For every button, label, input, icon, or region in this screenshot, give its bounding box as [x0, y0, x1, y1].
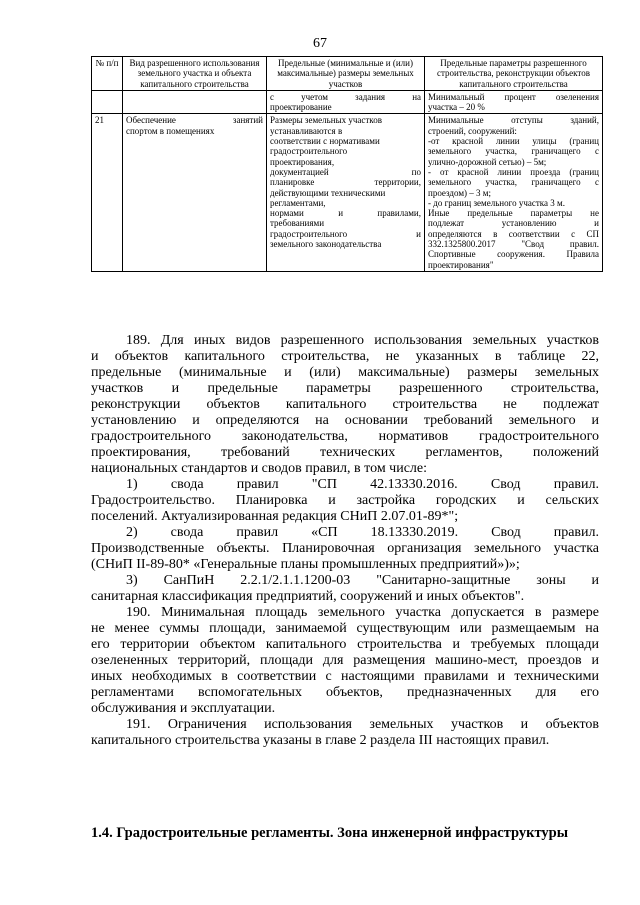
cell-line: градостроительного и: [270, 228, 421, 239]
header-use-kind: Вид разрешенного использования земельного участка и объекта капитального строительства: [123, 57, 267, 91]
text-line: его территории объектом капитального строительства и требуемых площади: [91, 637, 599, 652]
cell-line: подлежат установлению и: [428, 218, 599, 229]
cell-line: Размеры земельных участков: [270, 115, 382, 126]
header-build-params: Предельные параметры разрешенного строительства, реконструкции объектов капитального строительства: [425, 57, 603, 91]
text-line: 190. Минимальная площадь земельного участка допускается в размере: [126, 605, 599, 620]
paragraph-190: [91, 605, 599, 717]
table-header-row: [92, 57, 603, 91]
text-line: предельные (минимальные и (или) максимальные) размеры земельных: [91, 365, 599, 380]
cell-line: планировке территории,: [270, 177, 421, 188]
header-num: № п/п: [92, 57, 123, 91]
page-number: 67: [313, 36, 327, 51]
cell-line: документацией по: [270, 166, 421, 177]
text-line: санитарная классификация предприятий, сооружений и иных объектов".: [91, 589, 525, 604]
cell-use-kind: [123, 90, 267, 114]
text-line: проектирования, требований технических регламентов, положений: [91, 445, 599, 460]
text-line: градостроительного законодательства, нормативов градостроительного: [91, 429, 599, 444]
cell-line: -от красной линии улицы (границ: [428, 136, 599, 147]
text-line: (СНиП II-89-80* «Генеральные планы промышленных предприятий»)»;: [91, 557, 520, 572]
cell-line: строений, сооружений:: [428, 125, 517, 136]
cell-line: требованиями: [270, 218, 325, 229]
cell-line: действующими техническими: [270, 187, 386, 198]
table-row-continued: [92, 90, 603, 114]
cell-line: земельного участка, граничащего с: [428, 177, 599, 188]
paragraph-191: [91, 717, 599, 749]
cell-line: земельного участка, граничащего с: [428, 146, 599, 157]
cell-use-kind: [123, 114, 267, 271]
cell-line: Иные предельные параметры не: [428, 208, 599, 219]
cell-line: определяются в соответствии с СП: [428, 228, 599, 239]
text-line: 3) СанПиН 2.2.1/2.1.1.1200-03 "Санитарно-защитные зоны и: [126, 573, 599, 588]
cell-build-params: [425, 90, 603, 114]
list-item-3: [91, 573, 599, 605]
cell-line: - от красной линии проезда (границ: [428, 166, 599, 177]
text-line: озелененных территорий, площади для размещения машино-мест, проездов и: [91, 653, 599, 668]
cell-line: устанавливаются в: [270, 125, 343, 136]
cell-line: Спортивные сооружения. Правила: [428, 249, 599, 260]
cell-line: проектирования,: [270, 156, 335, 167]
cell-line: проездом) – 3 м;: [428, 187, 491, 198]
cell-plot-size: [267, 114, 425, 271]
list-item-2: [91, 525, 599, 573]
cell-line: - до границ земельного участка 3 м.: [428, 197, 565, 208]
text-line: реконструкции объектов капитального строительства не подлежат: [91, 397, 599, 412]
cell-line: регламентами,: [270, 197, 326, 208]
cell-line: градостроительного: [270, 146, 348, 157]
cell-num: 21: [92, 114, 123, 271]
text-line: 189. Для иных видов разрешенного использования земельных участков: [126, 333, 599, 348]
text-line: иных необходимых в соответствии с настоящими правилами и техническими: [91, 669, 599, 684]
text-line: капитального строительства указаны в главе 2 раздела III настоящих правил.: [91, 733, 550, 748]
header-plot-size: Предельные (минимальные и (или) максимальные) размеры земельных участков: [267, 57, 425, 91]
cell-num: [92, 90, 123, 114]
list-item-1: [91, 477, 599, 525]
text-line: участков и предельные параметры разрешенного строительства,: [91, 381, 599, 396]
cell-line: Минимальные отступы зданий,: [428, 115, 599, 126]
cell-line: 332.1325800.2017 "Свод правил.: [428, 239, 599, 250]
text-line: поселений. Актуализированная редакция СНиП 2.07.01-89*";: [91, 509, 459, 524]
regulations-table: [91, 56, 603, 272]
cell-line: проектирование: [270, 102, 332, 113]
text-line: 191. Ограничения использования земельных участков и объектов: [126, 717, 599, 732]
text-line: Производственные объекты. Планировочная организация земельного участка: [91, 541, 599, 556]
cell-line: проектирования": [428, 259, 494, 270]
cell-build-params: [425, 114, 603, 271]
text-line: 2) свода правил «СП 18.13330.2019. Свод правил.: [126, 525, 599, 540]
table-row: [92, 114, 603, 271]
text-line: обслуживания и эксплуатации.: [91, 701, 276, 716]
text-line: национальных стандартов и сводов правил, в том числе:: [91, 461, 428, 476]
cell-line: участка – 20 %: [428, 102, 485, 113]
text-line: регламентами вспомогательных объектов, предназначенных для его: [91, 685, 599, 700]
text-line: и объектов капитального строительства, не указанных в таблице 22,: [91, 349, 599, 364]
text-line: установлению и определяются на основании требований земельного и: [91, 413, 599, 428]
cell-line: земельного законодательства: [270, 239, 382, 250]
cell-line: Минимальный процент озеленения: [428, 91, 599, 102]
cell-line: соответствии с нормативами: [270, 136, 380, 147]
text-line: не менее суммы площади, занимаемой существующим или размещаемым на: [91, 621, 599, 636]
cell-plot-size: [267, 90, 425, 114]
cell-line: нормами и правилами,: [270, 208, 421, 219]
text-line: Градостроительство. Планировка и застройка городских и сельских: [91, 493, 599, 508]
text-line: 1) свода правил "СП 42.13330.2016. Свод правил.: [126, 477, 599, 492]
cell-line: Обеспечение занятий: [126, 115, 263, 126]
cell-line: с учетом задания на: [270, 91, 421, 102]
paragraph-189: [91, 333, 599, 477]
body-text: [91, 333, 599, 749]
cell-line: улично-дорожной сетью) – 5м;: [428, 156, 547, 167]
section-heading: 1.4. Градостроительные регламенты. Зона инженерной инфраструктуры: [91, 825, 569, 841]
cell-line: спортом в помещениях: [126, 125, 215, 136]
